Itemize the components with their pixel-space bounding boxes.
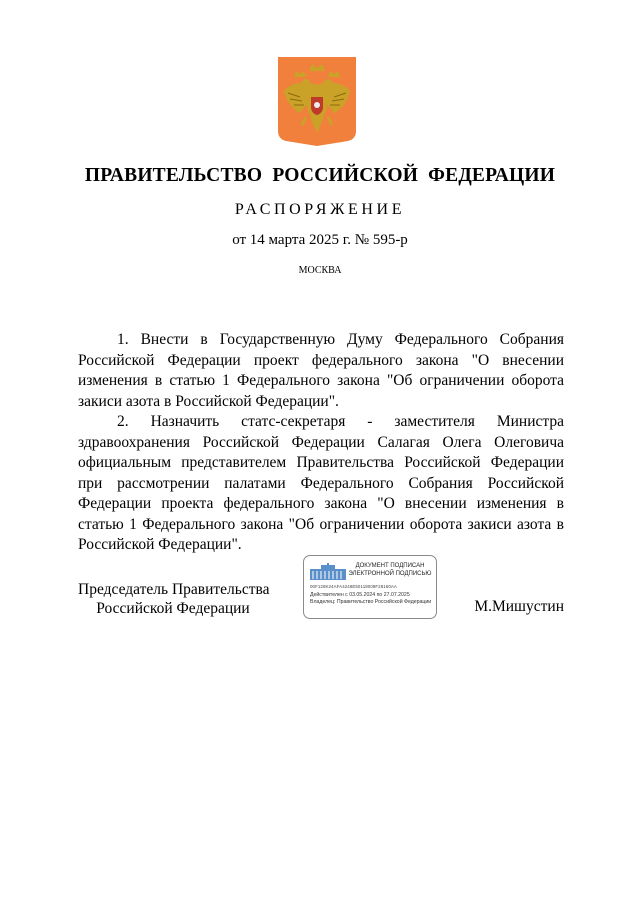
e-signature-stamp bbox=[303, 555, 437, 619]
government-building-icon bbox=[309, 563, 347, 581]
signer-position-line-2: Российской Федерации bbox=[96, 600, 250, 617]
stamp-title-line-2: ЭЛЕКТРОННОЙ ПОДПИСЬЮ bbox=[348, 570, 432, 577]
signer-position bbox=[78, 580, 268, 618]
stamp-owner: Владелец: Правительство Российской Федерации bbox=[310, 599, 432, 605]
paragraph-2: 2. Назначить статс-секретаря - заместителя Министра здравоохранения Российской Федерации Салагая Олега Олеговича официальным представителем Правительства Российской Федерации при рассмотрении палатами Федерального Собрания Российской Федерации проекта федерального закона "О внесении изменения в статью 1 Федерального закона "Об ограничении оборота закиси азота в Российской Федерации". bbox=[78, 413, 564, 553]
stamp-validity: Действителен с 03.05.2024 по 27.07.2025 bbox=[310, 592, 410, 598]
document-body bbox=[78, 330, 564, 556]
document-city: МОСКВА bbox=[298, 265, 342, 276]
signer-position-line-1: Председатель Правительства bbox=[78, 581, 270, 598]
government-title: ПРАВИТЕЛЬСТВО РОССИЙСКОЙ ФЕДЕРАЦИИ bbox=[84, 165, 556, 186]
document-type: РАСПОРЯЖЕНИЕ bbox=[234, 201, 406, 218]
stamp-certificate: 00F128K24AFA4248E50118009F28160AA bbox=[310, 584, 397, 589]
stamp-title-line-1: ДОКУМЕНТ ПОДПИСАН bbox=[355, 563, 425, 569]
russian-coat-of-arms-icon bbox=[276, 55, 358, 147]
paragraph-1: 1. Внести в Государственную Думу Федерального Собрания Российской Федерации проект федерального закона "О внесении изменения в статью 1 Федерального закона "Об ограничении оборота закиси азота в Российской Федерации". bbox=[78, 331, 564, 410]
signer-name: М.Мишустин bbox=[474, 598, 564, 615]
stamp-title bbox=[344, 563, 436, 578]
document-date-number: от 14 марта 2025 г. № 595-р bbox=[232, 232, 408, 248]
